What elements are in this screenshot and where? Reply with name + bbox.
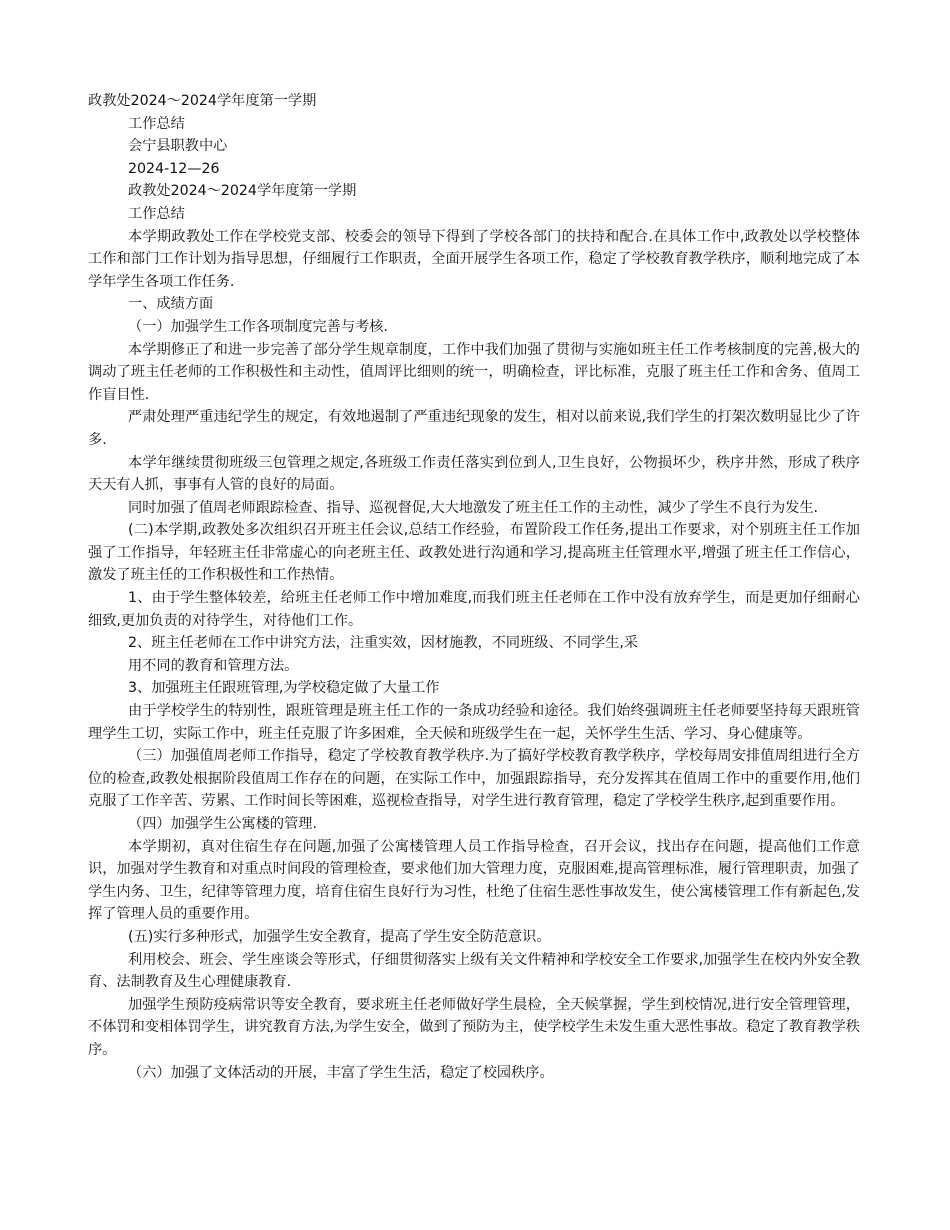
paragraph: 本学期修正了和进一步完善了部分学生规章制度，工作中我们加强了贯彻与实施如班主任工作考核制度的完善,极大的调动了班主任老师的工作积极性和主动性，值周评比细则的统一，明确检查，评比标准，克服了班主任工作和舍务、值周工作盲目性. [88, 341, 860, 403]
subsection-paragraph: （三）加强值周老师工作指导，稳定了学校教育教学秩序.为了搞好学校教育教学秩序，学校每周安排值周组进行全方位的检查,政教处根据阶段值周工作存在的问题，在实际工作中，加强跟踪指导，充分发挥其在值周工作中的重要作用,他们克服了工作辛苦、劳累、工作时间长等困难，巡视检查指导，对学生进行教育管理，稳定了学校学生秩序,起到重要作用。 [88, 748, 860, 810]
list-item: 3、加强班主任跟班管理,为学校稳定做了大量工作 [128, 680, 440, 697]
document-date: 2024-12—26 [128, 160, 220, 177]
subsection-heading: （四）加强学生公寓楼的管理. [128, 816, 317, 832]
document-page [88, 90, 860, 1084]
paragraph: 加强学生预防疫病常识等安全教育，要求班主任老师做好学生晨检，全天候掌握，学生到校情况,进行安全管理管理，不体罚和变相体罚学生，讲究教育方法,为学生安全，做到了预防为主，使学校学生未发生重大恶性事故。稳定了教育教学秩序。 [88, 996, 860, 1058]
document-title: 政教处2024～2024学年度第一学期 [128, 183, 357, 200]
paragraph: 由于学校学生的特别性，跟班管理是班主任工作的一条成功经验和途径。我们始终强调班主任老师要坚持每天跟班管理学生工切，实际工作中，班主任克服了许多困难，全天候和班级学生在一起，关怀学生生活、学习、身心健康等。 [88, 703, 860, 742]
paragraph: 利用校会、班会、学生座谈会等形式，仔细贯彻落实上级有关文件精神和学校安全工作要求,加强学生在校内外安全教育、法制教育及生心理健康教育. [88, 951, 860, 991]
header-line: 政教处2024～2024学年度第一学期 [88, 93, 317, 109]
subsection-heading: (五)实行多种形式，加强学生安全教育，提高了学生安全防范意识。 [128, 928, 551, 945]
paragraph: 严肃处理严重违纪学生的规定，有效地遏制了严重违纪现象的发生，相对以前来说,我们学生的打架次数明显比少了许多. [88, 409, 860, 448]
subsection-heading: （一）加强学生工作各项制度完善与考核. [128, 318, 388, 335]
header-subtitle: 工作总结 [128, 115, 185, 132]
section-heading: 一、成绩方面 [128, 296, 214, 313]
paragraph-intro: 本学期政教处工作在学校党支部、校委会的领导下得到了学校各部门的扶持和配合.在具体工作中,政教处以学校整体工作和部门工作计划为指导思想，仔细履行工作职责，全面开展学生各项工作，稳定了学校教育教学秩序，顺利地完成了本学年学生各项工作任务. [88, 228, 860, 290]
subsection-heading: （六）加强了文体活动的开展，丰富了学生生活，稳定了校园秩序。 [128, 1064, 554, 1081]
paragraph: (二)本学期,政教处多次组织召开班主任会议,总结工作经验，布置阶段工作任务,提出工作要求，对个别班主任工作加强了工作指导，年轻班主任非常虚心的向老班主任、政教处进行沟通和学习,提高班主任管理水平,增强了班主任工作信心，激发了班主任的工作积极性和工作热情。 [88, 522, 860, 584]
paragraph: 本学年继续贯彻班级三包管理之规定,各班级工作责任落实到位到人,卫生良好，公物损坏少，秩序井然，形成了秩序天天有人抓，事事有人管的良好的局面。 [88, 454, 860, 494]
organization-name: 会宁县职教中心 [128, 138, 228, 155]
document-subtitle: 工作总结 [128, 205, 185, 222]
list-item: 1、由于学生整体较差，给班主任老师工作中增加难度,而我们班主任老师在工作中没有放弃学生，而是更加仔细耐心细致,更加负责的对待学生，对待他们工作。 [88, 590, 860, 629]
paragraph: 本学期初，真对住宿生存在问题,加强了公寓楼管理人员工作指导检查，召开会议，找出存在问题，提高他们工作意识，加强对学生教育和对重点时间段的管理检查，要求他们加大管理力度，克服困难,提高管理标准，履行管理职责，加强了学生内务、卫生，纪律等管理力度，培育住宿生良好行为习性，杜绝了住宿生恶性事故发生，使公寓楼管理工作有新起色,发挥了管理人员的重要作用。 [88, 838, 860, 923]
list-item: 2、班主任老师在工作中讲究方法，注重实效，因材施教，不同班级、不同学生,采 [128, 635, 639, 652]
list-item-continuation: 用不同的教育和管理方法。 [128, 657, 299, 674]
paragraph: 同时加强了值周老师跟踪检查、指导、巡视督促,大大地激发了班主任工作的主动性，减少了学生不良行为发生. [128, 499, 819, 516]
